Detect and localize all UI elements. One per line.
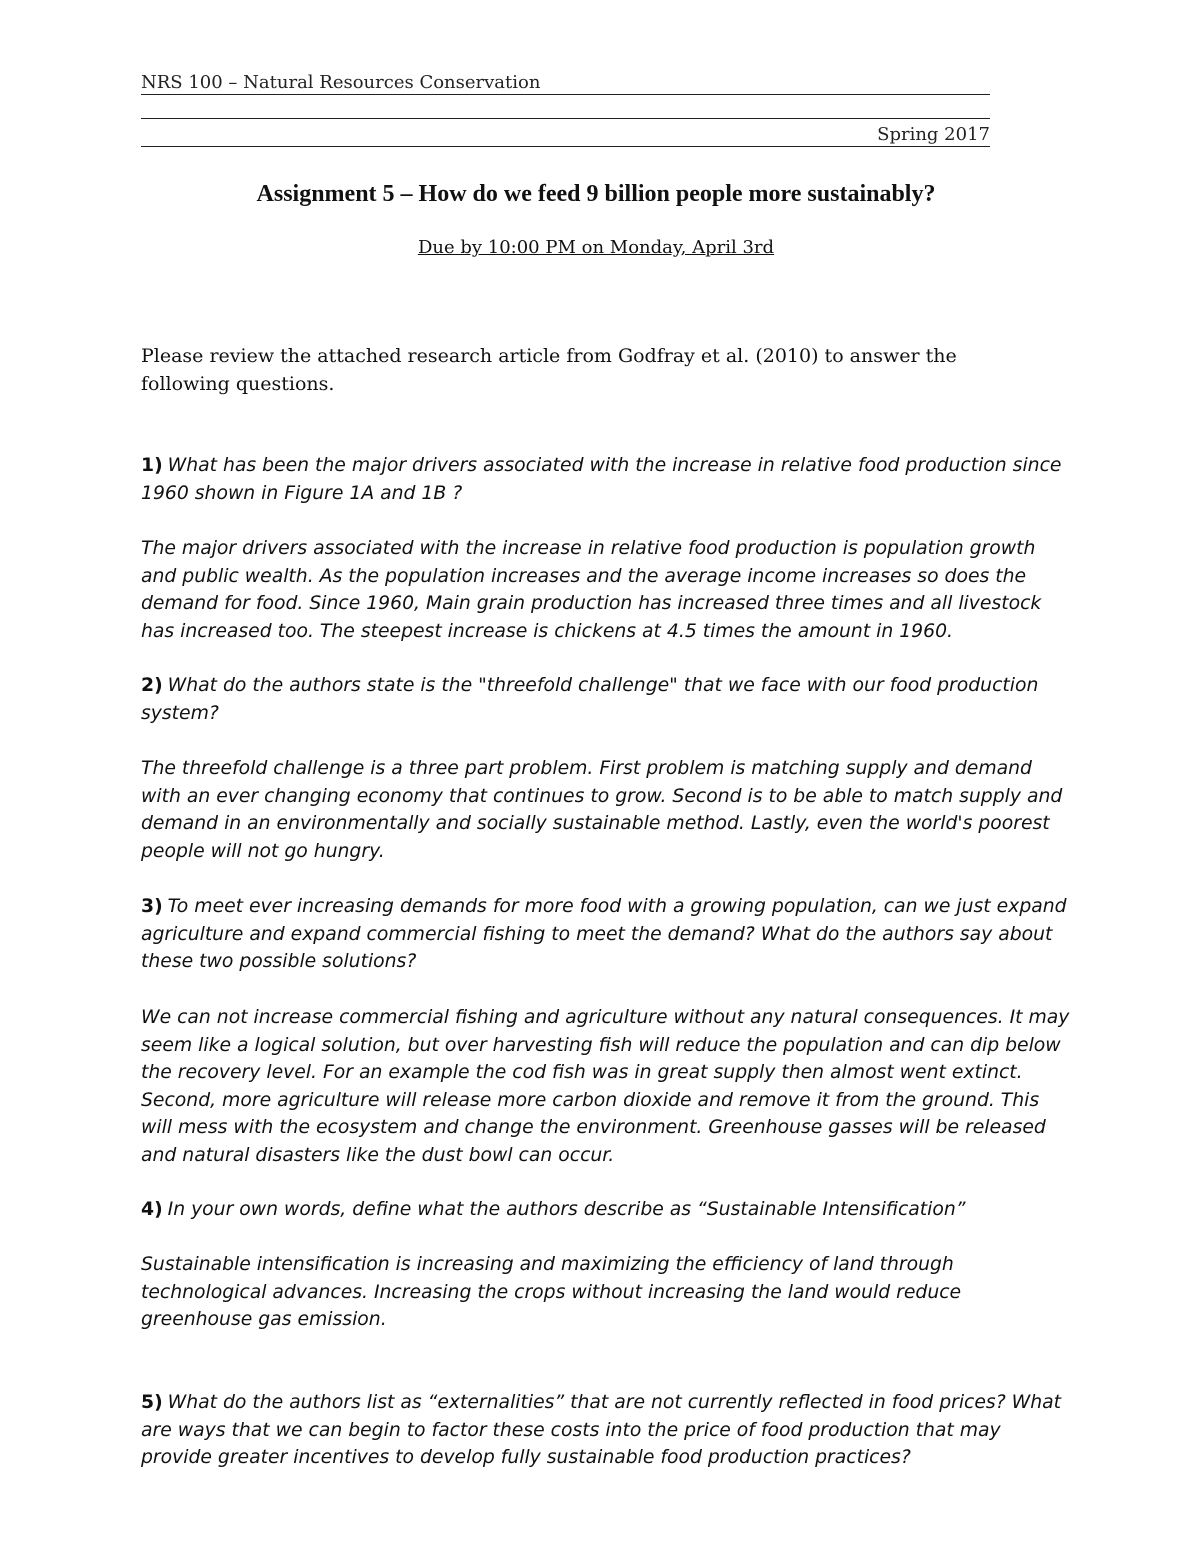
- question-text: In your own words, define what the authors describe as “Sustainable Intensification”: [167, 1199, 966, 1220]
- question-number: 2): [141, 675, 163, 696]
- assignment-title: Assignment 5 – How do we feed 9 billion people more sustainably?: [256, 181, 936, 207]
- question-1: [141, 452, 1071, 507]
- question-number: 1): [141, 455, 163, 476]
- question-number: 5): [141, 1392, 163, 1413]
- question-4: [141, 1196, 1071, 1224]
- question-text: What do the authors list as “externalities” that are not currently reflected in food prices? What are ways that we can begin to factor these costs into the price of food production that may provide greater incentives to develop fully sustainable food production practices?: [141, 1392, 1062, 1468]
- question-3: [141, 893, 1071, 976]
- answer-4: Sustainable intensification is increasing and maximizing the efficiency of land through technological advances. Increasing the crops without increasing the land would reduce greenhouse gas emission.: [141, 1254, 962, 1330]
- question-text: To meet ever increasing demands for more food with a growing population, can we just expand agriculture and expand commercial fishing to meet the demand? What do the authors say about these two possible solutions?: [141, 896, 1067, 972]
- course-name: NRS 100 – Natural Resources Conservation: [141, 72, 541, 93]
- question-number: 4): [141, 1199, 163, 1220]
- due-date-line: [141, 235, 1051, 261]
- question-2: [141, 672, 1071, 727]
- question-5: [141, 1389, 1071, 1472]
- question-text: What do the authors state is the "threefold challenge" that we face with our food production system?: [141, 675, 1039, 724]
- question-number: 3): [141, 896, 163, 917]
- term-label: Spring 2017: [877, 124, 990, 145]
- question-text: What has been the major drivers associated with the increase in relative food production since 1960 shown in Figure 1A and 1B ?: [141, 455, 1062, 504]
- answer-3: We can not increase commercial fishing and agriculture without any natural consequences. It may seem like a logical solution, but over harvesting fish will reduce the population and can dip below the recovery level. For an example the cod fish was in great supply then almost went extinct. Second, more agriculture will release more carbon dioxide and remove it from the ground. This will mess with the ecosystem and change the environment. Greenhouse gasses will be released and natural disasters like the dust bowl can occur.: [141, 1007, 1070, 1166]
- due-date: Due by 10:00 PM on Monday, April 3rd: [417, 237, 775, 258]
- header-term-line: [141, 124, 990, 147]
- header-rule: [141, 96, 990, 119]
- intro-paragraph: Please review the attached research article from Godfray et al. (2010) to answer the following questions.: [141, 345, 957, 395]
- answer-2: The threefold challenge is a three part problem. First problem is matching supply and demand with an ever changing economy that continues to grow. Second is to be able to match supply and demand in an environmentally and socially sustainable method. Lastly, even the world's poorest people will not go hungry.: [141, 758, 1063, 862]
- answer-1: The major drivers associated with the increase in relative food production is population growth and public wealth. As the population increases and the average income increases so does the demand for food. Since 1960, Main grain production has increased three times and all livestock has increased too. The steepest increase is chickens at 4.5 times the amount in 1960.: [141, 538, 1042, 642]
- header-course-line: [141, 72, 990, 95]
